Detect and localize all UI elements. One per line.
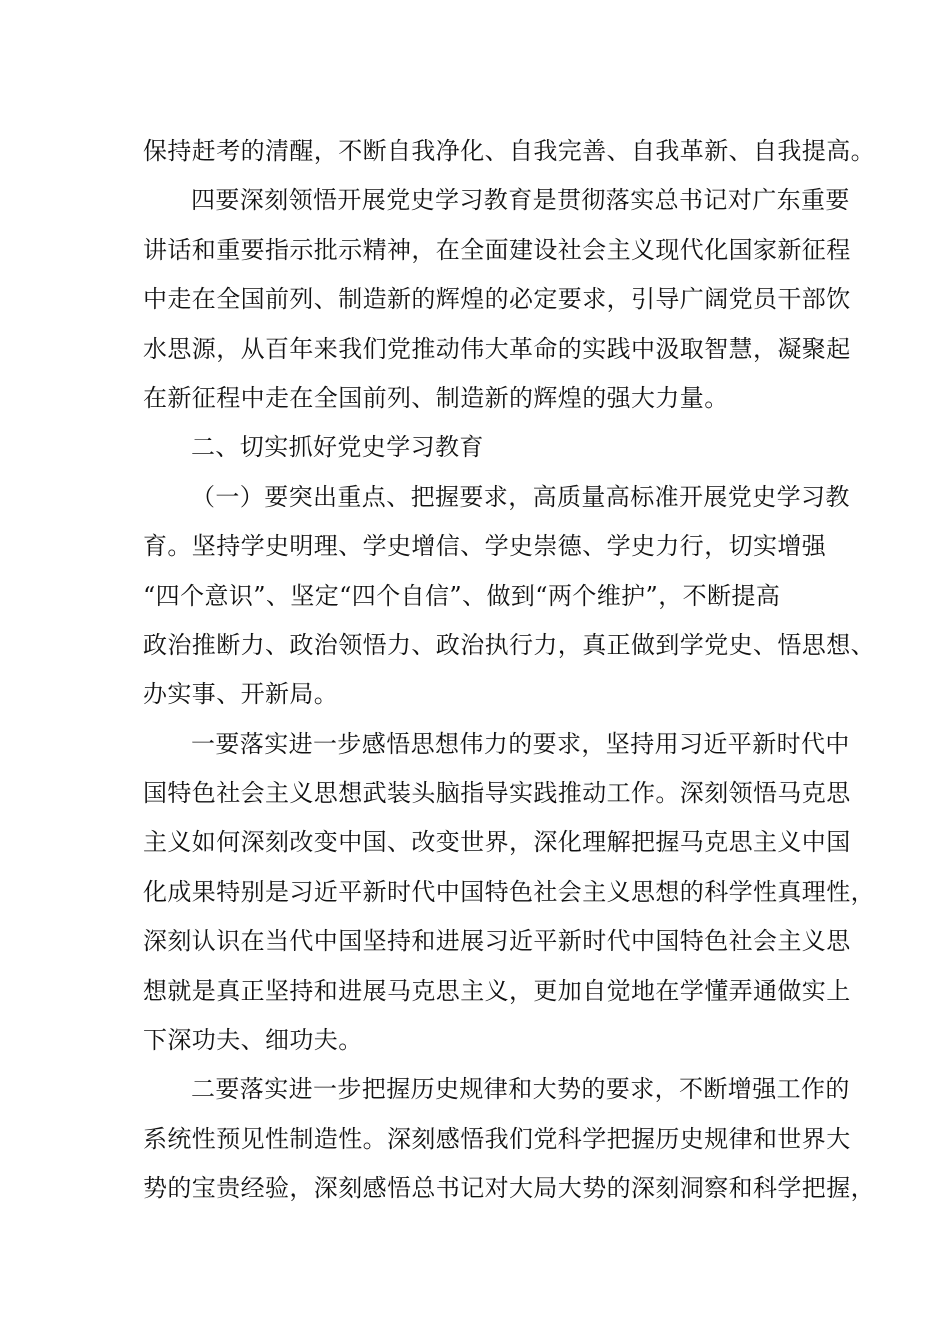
text-line-9: 育。坚持学史明理、学史增信、学史崇德、学史力行，切实增强 — [143, 532, 827, 561]
text-line-21: 系统性预见性制造性。深刻感悟我们党科学把握历史规律和世界大 — [143, 1124, 851, 1153]
text-line-19: 下深功夫、细功夫。 — [143, 1026, 363, 1055]
text-line-15: 主义如何深刻改变中国、改变世界，深化理解把握马克思主义中国 — [143, 828, 851, 857]
text-line-14: 国特色社会主义思想武装头脑指导实践推动工作。深刻领悟马克思 — [143, 779, 851, 808]
text-line-20: 二要落实进一步把握历史规律和大势的要求，不断增强工作的 — [191, 1075, 850, 1104]
section-heading: 二、切实抓好党史学习教育 — [191, 433, 484, 462]
text-line-6: 在新征程中走在全国前列、制造新的辉煌的强大力量。 — [143, 383, 729, 412]
text-line-11: 政治推断力、政治领悟力、政治执行力，真正做到学党史、悟思想、 — [143, 630, 875, 659]
text-line-18: 想就是真正坚持和进展马克思主义，更加自觉地在学懂弄通做实上 — [143, 976, 851, 1005]
text-line-16: 化成果特别是习近平新时代中国特色社会主义思想的科学性真理性， — [143, 877, 875, 906]
text-line-8: （一）要突出重点、把握要求，高质量高标准开展党史学习教 — [191, 482, 850, 511]
text-line-1: 保持赶考的清醒，不断自我净化、自我完善、自我革新、自我提高。 — [143, 137, 875, 165]
text-line-3: 讲话和重要指示批示精神，在全面建设社会主义现代化国家新征程 — [143, 235, 851, 264]
text-line-5: 水思源，从百年来我们党推动伟大革命的实践中汲取智慧，凝聚起 — [143, 334, 851, 363]
text-line-10: “四个意识”、坚定“四个自信”、做到“两个维护”，不断提高 — [143, 581, 781, 610]
text-line-12: 办实事、开新局。 — [143, 680, 339, 709]
document-body — [143, 127, 875, 1214]
text-line-2: 四要深刻领悟开展党史学习教育是贯彻落实总书记对广东重要 — [191, 186, 850, 215]
text-line-22: 势的宝贵经验，深刻感悟总书记对大局大势的深刻洞察和科学把握， — [143, 1174, 875, 1203]
text-line-17: 深刻认识在当代中国坚持和进展习近平新时代中国特色社会主义思 — [143, 927, 851, 956]
text-line-4: 中走在全国前列、制造新的辉煌的必定要求，引导广阔党员干部饮 — [143, 285, 851, 314]
text-line-13: 一要落实进一步感悟思想伟力的要求，坚持用习近平新时代中 — [191, 729, 850, 758]
